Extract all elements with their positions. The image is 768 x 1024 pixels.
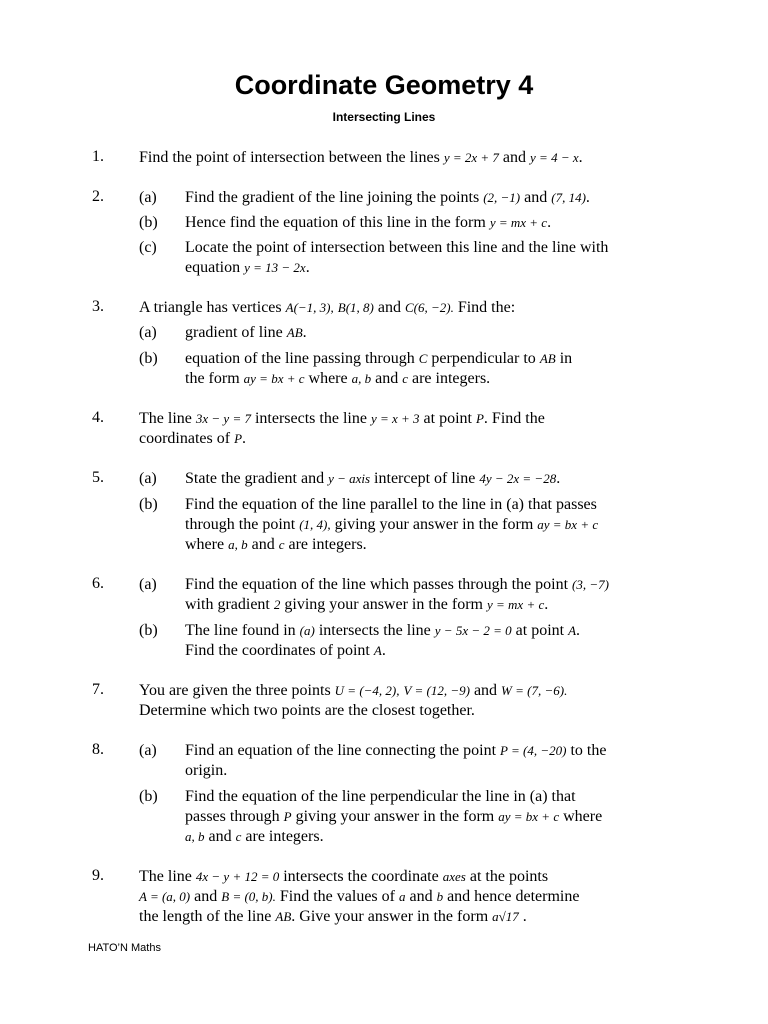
question-number: 1. — [92, 148, 104, 165]
question-number: 7. — [92, 681, 104, 698]
question-number: 8. — [92, 741, 104, 758]
question-text: The line 3x − y = 7 intersects the line y = x + 3 at point P. Find the — [139, 410, 545, 427]
footer-label: HATO’N Maths — [88, 942, 161, 954]
question-text: coordinates of P. — [139, 430, 247, 447]
question-number: 6. — [92, 575, 104, 592]
question-number: 9. — [92, 867, 104, 884]
question-text: A triangle has vertices A(−1, 3), B(1, 8) and C(6, −2). Find the: — [139, 299, 516, 316]
page-subtitle: Intersecting Lines — [332, 110, 436, 124]
question-text: A = (a, 0) and B = (0, b). Find the values of a and b and hence determine — [139, 888, 580, 905]
question-number: 3. — [92, 298, 104, 315]
question-text: You are given the three points U = (−4, 2), V = (12, −9) and W = (7, −6). — [139, 682, 568, 699]
question-number: 5. — [92, 469, 104, 486]
question-text: The line 4x − y + 12 = 0 intersects the coordinate axes at the points — [139, 868, 549, 885]
page-title: Coordinate Geometry 4 — [234, 70, 534, 100]
question-number: 2. — [92, 188, 104, 205]
question-text: Find the point of intersection between the lines y = 2x + 7 and y = 4 − x. — [139, 149, 583, 166]
question-number: 4. — [92, 409, 104, 426]
question-text: the length of the line AB. Give your answer in the form a√17 . — [139, 908, 527, 925]
question-text: Determine which two points are the closest together. — [139, 702, 475, 719]
